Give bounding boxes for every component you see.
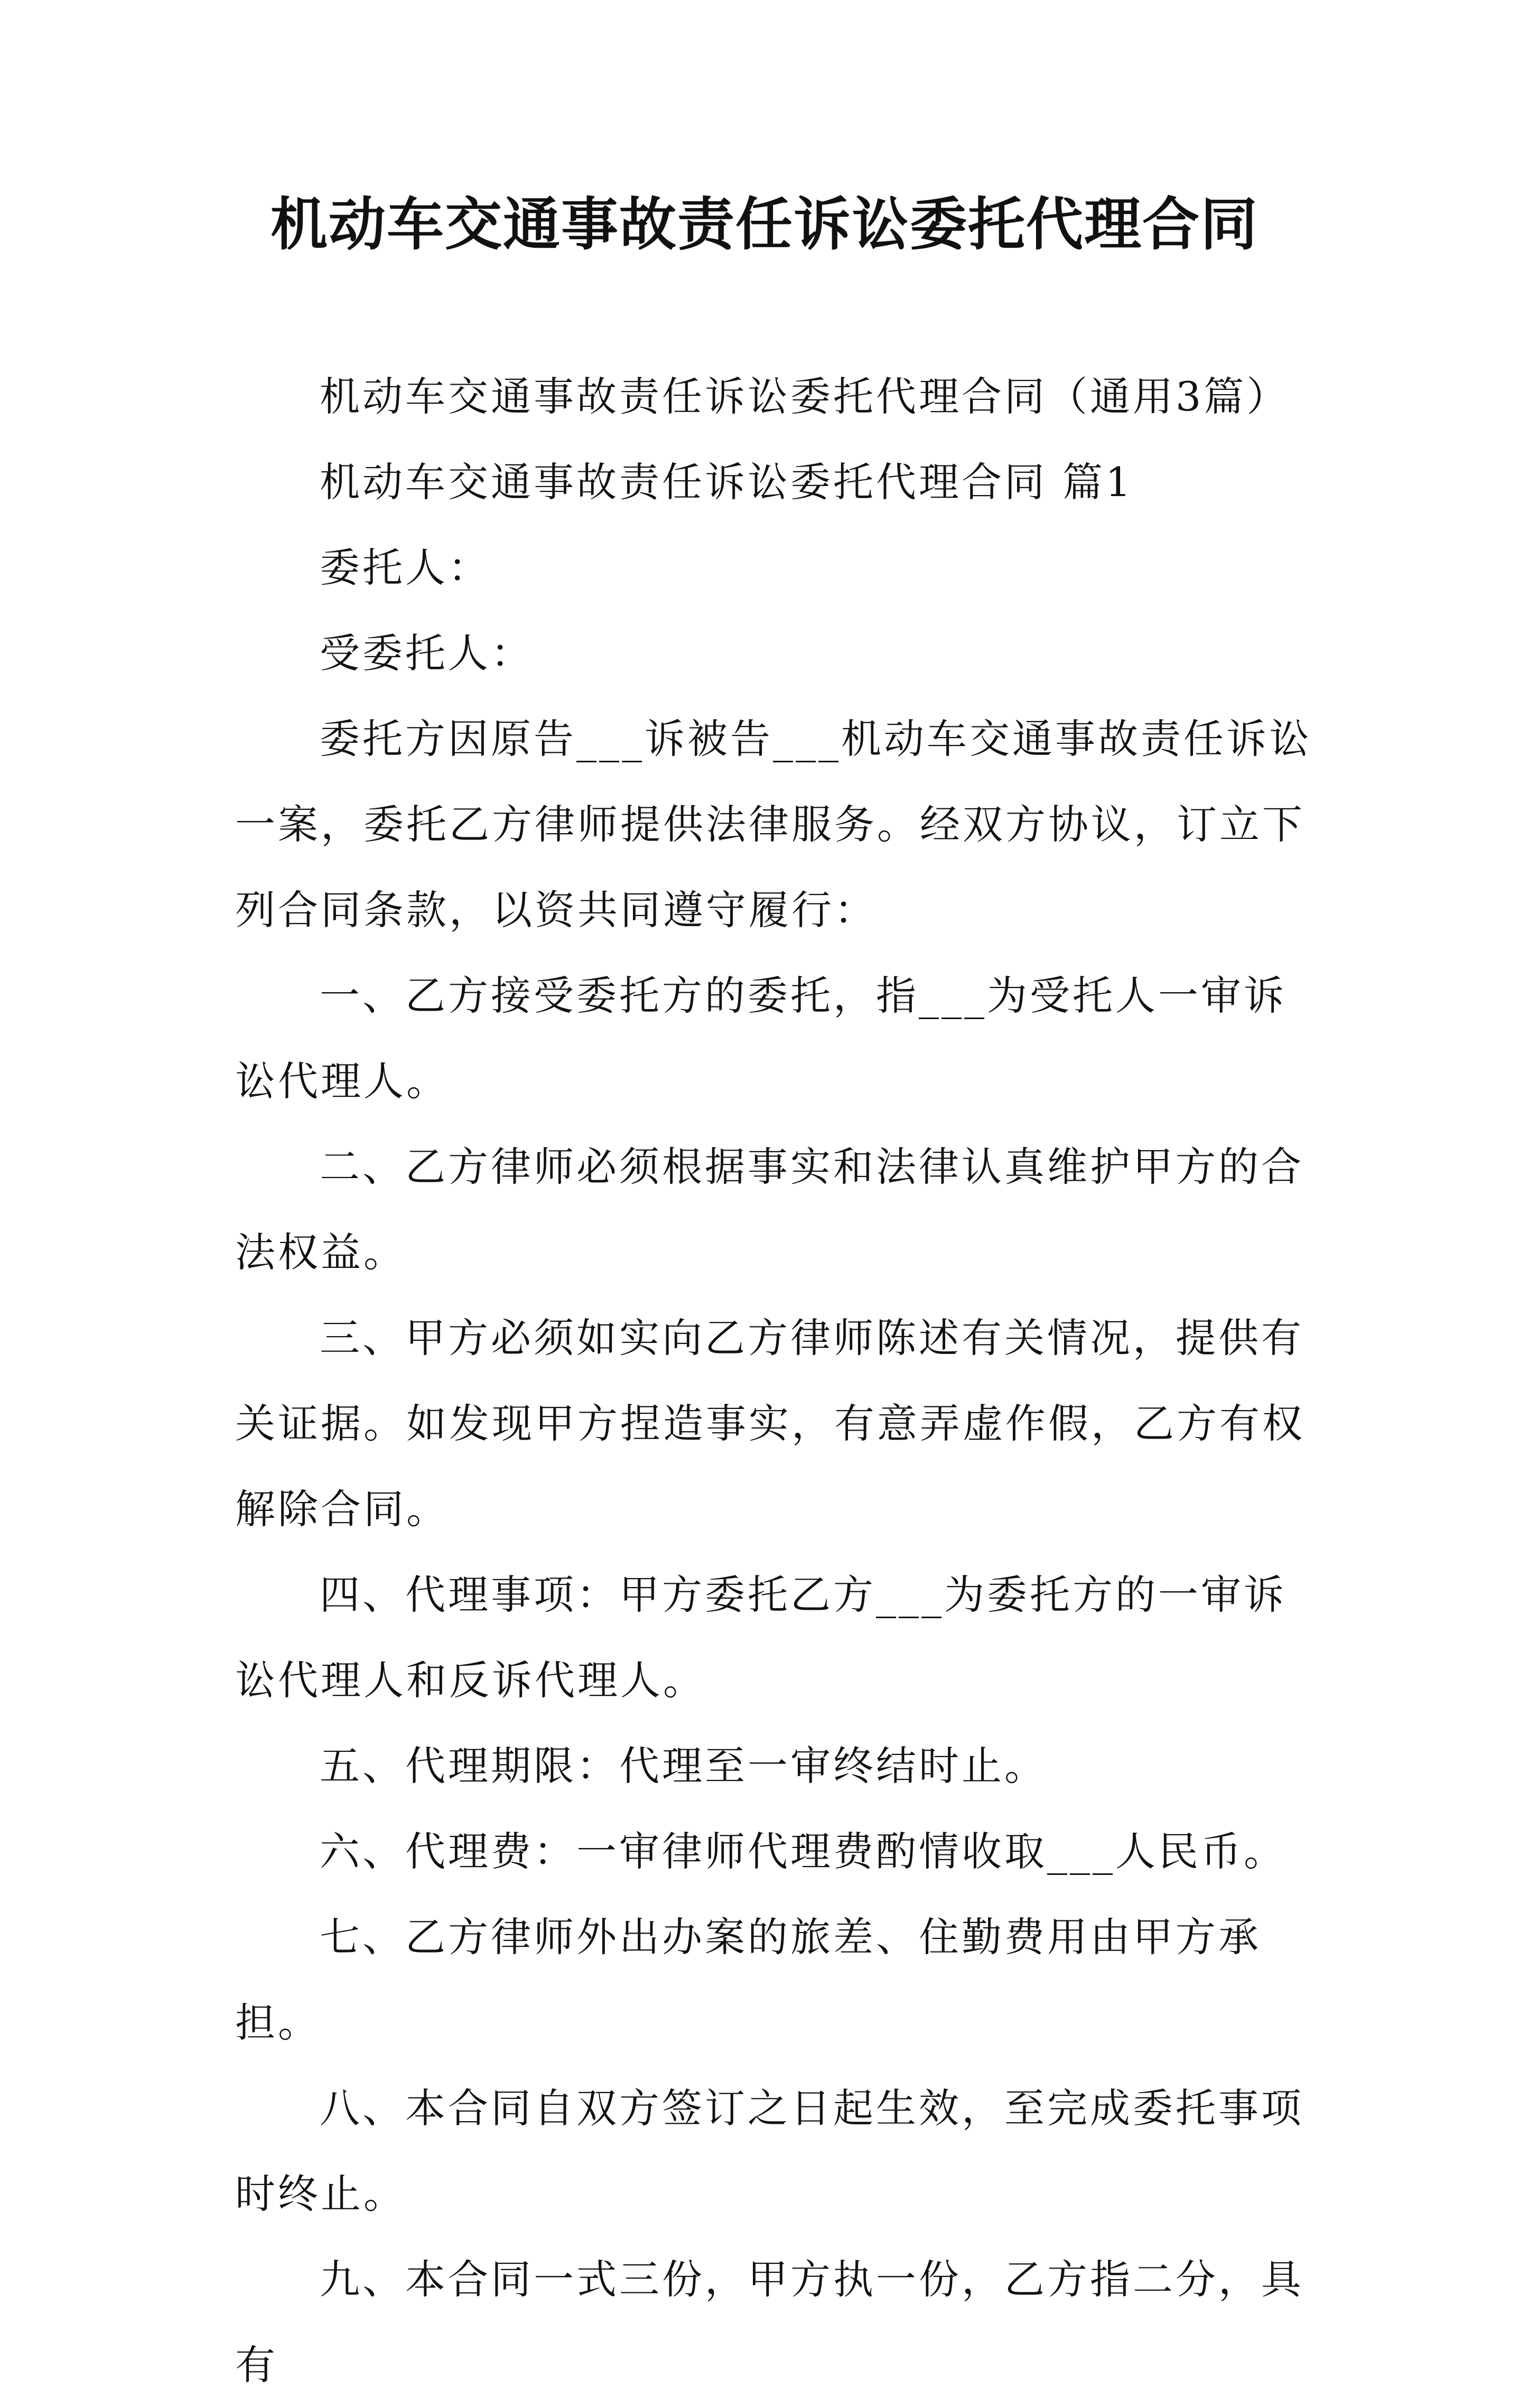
paragraph-subtitle: 机动车交通事故责任诉讼委托代理合同（通用3篇） — [320, 373, 1290, 420]
paragraph-clause-2: 二、乙方律师必须根据事实和法律认真维护甲方的合法权益。 — [235, 1143, 1304, 1276]
paragraph-section-heading: 机动车交通事故责任诉讼委托代理合同 篇1 — [320, 459, 1134, 506]
document-title: 机动车交通事故责任诉讼委托代理合同 — [270, 191, 1258, 258]
paragraph-clause-5: 五、代理期限：代理至一审终结时止。 — [320, 1742, 1047, 1789]
paragraph-clause-1: 一、乙方接受委托方的委托，指___为受托人一审诉讼代理人。 — [235, 972, 1286, 1105]
document-body — [235, 354, 1313, 2408]
paragraph-clause-8: 八、本合同自双方签订之日起生效，至完成委托事项时终止。 — [235, 2085, 1304, 2217]
paragraph-intro: 委托方因原告___诉被告___机动车交通事故责任诉讼一案，委托乙方律师提供法律服务。经双方协议，订立下列合同条款，以资共同遵守履行： — [235, 715, 1312, 934]
paragraph-clause-3: 三、甲方必须如实向乙方律师陈述有关情况，提供有关证据。如发现甲方捏造事实，有意弄虚作假，乙方有权解除合同。 — [235, 1314, 1305, 1533]
paragraph-clause-9: 九、本合同一式三份，甲方执一份，乙方指二分，具有 — [235, 2256, 1304, 2388]
paragraph-client: 委托人： — [320, 544, 491, 591]
paragraph-clause-4: 四、代理事项：甲方委托乙方___为委托方的一审诉讼代理人和反诉代理人。 — [235, 1571, 1286, 1704]
paragraph-clause-7: 七、乙方律师外出办案的旅差、住勤费用由甲方承担。 — [235, 1914, 1261, 2046]
paragraph-clause-6: 六、代理费：一审律师代理费酌情收取___人民币。 — [320, 1828, 1286, 1875]
paragraph-agent: 受委托人： — [320, 630, 534, 677]
